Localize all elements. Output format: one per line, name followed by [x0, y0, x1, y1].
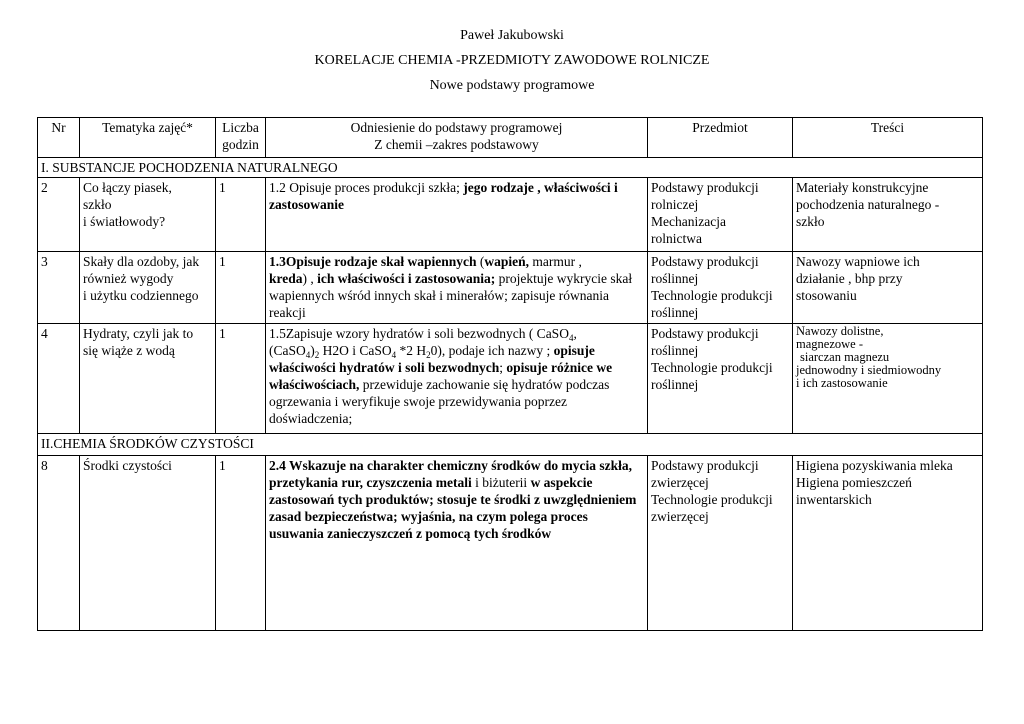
- cell-topic: Środki czystości: [80, 456, 216, 631]
- cell-topic: Skały dla ozdoby, jak również wygody i użytku codziennego: [80, 252, 216, 324]
- col-header-topic: Tematyka zajęć*: [80, 118, 216, 158]
- cell-subject: Podstawy produkcji roślinnej Technologie produkcji roślinnej: [648, 324, 793, 434]
- cell-hours: 1: [216, 252, 266, 324]
- col-header-subject: Przedmiot: [648, 118, 793, 158]
- section-title: II.CHEMIA ŚRODKÓW CZYSTOŚCI: [38, 434, 983, 456]
- table-row: [38, 252, 983, 324]
- section-title: I. SUBSTANCJE POCHODZENIA NATURALNEGO: [38, 158, 983, 178]
- cell-content: Higiena pozyskiwania mleka Higiena pomieszczeń inwentarskich: [793, 456, 983, 631]
- document-title: KORELACJE CHEMIA -PRZEDMIOTY ZAWODOWE ROLNICZE: [314, 53, 710, 68]
- table-row: [38, 178, 983, 252]
- section-row: [38, 434, 983, 456]
- cell-content: Nawozy wapniowe ich działanie , bhp przy stosowaniu: [793, 252, 983, 324]
- cell-topic: Co łączy piasek, szkło i światłowody?: [80, 178, 216, 252]
- table-row: [38, 324, 983, 434]
- col-header-content: Treści: [793, 118, 983, 158]
- cell-subject: Podstawy produkcji rolniczej Mechanizacja rolnictwa: [648, 178, 793, 252]
- cell-subject: Podstawy produkcji zwierzęcej Technologie produkcji zwierzęcej: [648, 456, 793, 631]
- table-row: [38, 456, 983, 631]
- cell-nr: 3: [38, 252, 80, 324]
- cell-reference: 2.4 Wskazuje na charakter chemiczny środków do mycia szkła, przetykania rur, czyszczenia metali i biżuterii w aspekcie zastosowań tych produktów; stosuje te środki z uwzględnieniem zasad bezpieczeństwa; wyjaśnia, na czym polega proces usuwania zanieczyszczeń z pomocą tych środków: [266, 456, 648, 631]
- cell-reference: 1.2 Opisuje proces produkcji szkła; jego rodzaje , właściwości i zastosowanie: [266, 178, 648, 252]
- cell-topic: Hydraty, czyli jak to się wiąże z wodą: [80, 324, 216, 434]
- cell-content: Materiały konstrukcyjne pochodzenia naturalnego - szkło: [793, 178, 983, 252]
- cell-reference: 1.5Zapisuje wzory hydratów i soli bezwodnych ( CaSO$_4$, $(CaSO_4)_2$ H2O i CaSO$_4$ *2 $H_20$), podaje ich nazwy ; opisuje właściwości hydratów i soli bezwodnych; opisuje różnice we właściwościach, przewiduje zachowanie się hydratów podczas ogrzewania i weryfikuje swoje przewidywania poprzez doświadczenia;: [266, 324, 648, 434]
- section-row: [38, 158, 983, 178]
- correlation-table: [37, 117, 983, 631]
- cell-hours: 1: [216, 324, 266, 434]
- cell-reference: 1.3Opisuje rodzaje skał wapiennych (wapień, marmur , kreda) , ich właściwości i zastosowania; projektuje wykrycie skał wapiennych wśród innych skał i minerałów; zapisuje równania reakcji: [266, 252, 648, 324]
- cell-content: Nawozy dolistne, magnezowe - siarczan magnezu jednowodny i siedmiowodny i ich zastosowanie: [793, 324, 983, 434]
- cell-hours: 1: [216, 178, 266, 252]
- cell-subject: Podstawy produkcji roślinnej Technologie produkcji roślinnej: [648, 252, 793, 324]
- col-header-nr: Nr: [38, 118, 80, 158]
- cell-nr: 2: [38, 178, 80, 252]
- col-header-reference: Odniesienie do podstawy programowej Z chemii –zakres podstawowy: [266, 118, 648, 158]
- document-author: Paweł Jakubowski: [460, 28, 564, 43]
- cell-hours: 1: [216, 456, 266, 631]
- cell-nr: 4: [38, 324, 80, 434]
- cell-nr: 8: [38, 456, 80, 631]
- table-header-row: [38, 118, 983, 158]
- col-header-hours: Liczba godzin: [216, 118, 266, 158]
- document-subtitle: Nowe podstawy programowe: [429, 78, 595, 93]
